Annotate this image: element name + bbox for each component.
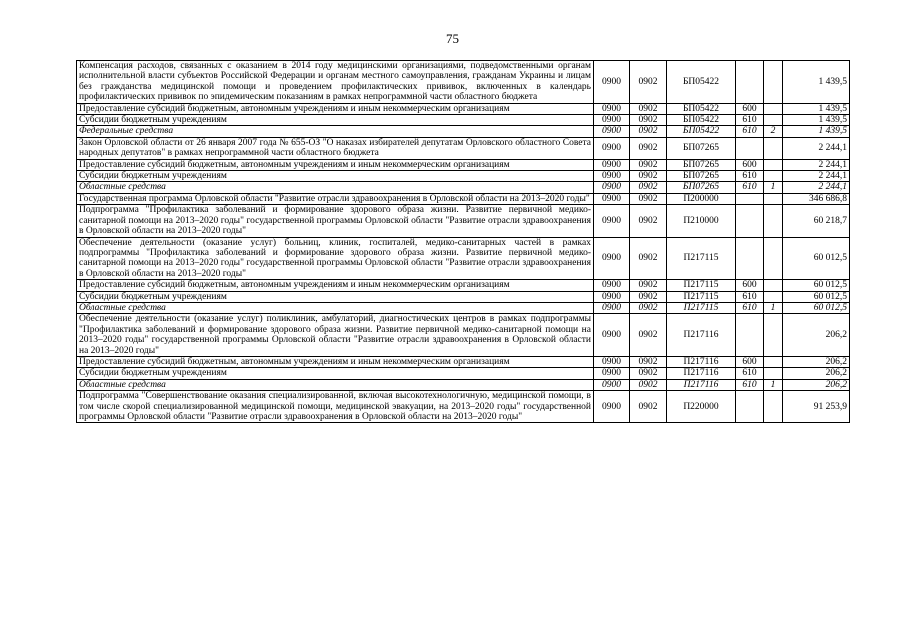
cell-expense-type: 600	[736, 103, 764, 114]
cell-expense-type	[736, 237, 764, 280]
cell-department-code: 0900	[594, 61, 630, 104]
cell-expense-type: 610	[736, 368, 764, 379]
cell-expense-type	[736, 314, 764, 357]
cell-section-code: 0902	[630, 61, 667, 104]
cell-expense-type: 610	[736, 379, 764, 390]
cell-description: Областные средства	[77, 182, 594, 193]
cell-amount: 206,2	[783, 368, 850, 379]
cell-amount: 1 439,5	[783, 61, 850, 104]
cell-amount: 206,2	[783, 314, 850, 357]
cell-target-article: БП07265	[667, 137, 736, 159]
cell-target-article: П217115	[667, 280, 736, 291]
cell-section-code: 0902	[630, 302, 667, 313]
cell-department-code: 0900	[594, 302, 630, 313]
cell-description: Государственная программа Орловской области "Развитие отрасли здравоохранения в Орловской области на 2013–2020 годы"	[77, 193, 594, 204]
cell-department-code: 0900	[594, 137, 630, 159]
cell-description: Закон Орловской области от 26 января 2007 года № 655-ОЗ "О наказах избирателей депутатам Орловского областного Совета народных депутатов" в рамках непрограммной части областного бюджета	[77, 137, 594, 159]
cell-expense-type: 610	[736, 291, 764, 302]
cell-funding-source	[764, 368, 783, 379]
cell-department-code: 0900	[594, 280, 630, 291]
cell-section-code: 0902	[630, 205, 667, 237]
cell-target-article: БП07265	[667, 182, 736, 193]
cell-section-code: 0902	[630, 182, 667, 193]
cell-funding-source	[764, 291, 783, 302]
cell-department-code: 0900	[594, 193, 630, 204]
cell-description: Субсидии бюджетным учреждениям	[77, 115, 594, 126]
table-row	[77, 237, 850, 280]
table-row	[77, 356, 850, 367]
cell-target-article: БП07265	[667, 171, 736, 182]
cell-expense-type	[736, 193, 764, 204]
table-row	[77, 205, 850, 237]
cell-target-article: БП07265	[667, 159, 736, 170]
cell-expense-type: 610	[736, 126, 764, 137]
table-row	[77, 379, 850, 390]
table-row	[77, 103, 850, 114]
cell-funding-source: 1	[764, 302, 783, 313]
cell-expense-type	[736, 205, 764, 237]
cell-department-code: 0900	[594, 126, 630, 137]
cell-description: Областные средства	[77, 379, 594, 390]
budget-table	[76, 60, 850, 423]
cell-funding-source	[764, 115, 783, 126]
cell-target-article: П217116	[667, 368, 736, 379]
cell-funding-source	[764, 103, 783, 114]
cell-funding-source	[764, 205, 783, 237]
cell-target-article: П210000	[667, 205, 736, 237]
cell-section-code: 0902	[630, 391, 667, 423]
cell-target-article: П217115	[667, 302, 736, 313]
cell-target-article: П217116	[667, 356, 736, 367]
cell-funding-source	[764, 171, 783, 182]
cell-expense-type: 600	[736, 356, 764, 367]
cell-department-code: 0900	[594, 237, 630, 280]
cell-amount: 1 439,5	[783, 126, 850, 137]
cell-funding-source	[764, 280, 783, 291]
table-row	[77, 126, 850, 137]
table-row	[77, 137, 850, 159]
cell-target-article: БП05422	[667, 103, 736, 114]
table-row	[77, 193, 850, 204]
table-row	[77, 171, 850, 182]
table-row	[77, 302, 850, 313]
cell-amount: 2 244,1	[783, 159, 850, 170]
cell-description: Федеральные средства	[77, 126, 594, 137]
cell-section-code: 0902	[630, 171, 667, 182]
cell-section-code: 0902	[630, 368, 667, 379]
cell-amount: 2 244,1	[783, 171, 850, 182]
cell-description: Субсидии бюджетным учреждениям	[77, 368, 594, 379]
table-row	[77, 159, 850, 170]
cell-expense-type: 610	[736, 171, 764, 182]
table-row	[77, 368, 850, 379]
cell-description: Обеспечение деятельности (оказание услуг) поликлиник, амбулаторий, диагностических центров в рамках подпрограммы "Профилактика заболеваний и формирование здорового образа жизни. Развитие первичной медико-санитарной помощи на 2013–2020 годы" государственной программы Орловской области "Развитие отрасли здравоохранения в Орловской области на 2013–2020 годы"	[77, 314, 594, 357]
cell-amount: 60 218,7	[783, 205, 850, 237]
cell-funding-source	[764, 314, 783, 357]
cell-section-code: 0902	[630, 237, 667, 280]
cell-description: Предоставление субсидий бюджетным, автономным учреждениям и иным некоммерческим организациям	[77, 103, 594, 114]
cell-department-code: 0900	[594, 356, 630, 367]
cell-amount: 60 012,5	[783, 302, 850, 313]
cell-description: Областные средства	[77, 302, 594, 313]
cell-department-code: 0900	[594, 171, 630, 182]
cell-department-code: 0900	[594, 205, 630, 237]
cell-section-code: 0902	[630, 103, 667, 114]
table-row	[77, 115, 850, 126]
cell-expense-type: 600	[736, 280, 764, 291]
cell-description: Обеспечение деятельности (оказание услуг) больниц, клиник, госпиталей, медико-санитарных частей в рамках подпрограммы "Профилактика заболеваний и формирование здорового образа жизни. Развитие первичной медико-санитарной помощи на 2013–2020 годы" государственной программы Орловской области "Развитие отрасли здравоохранения в Орловской области на 2013–2020 годы"	[77, 237, 594, 280]
cell-amount: 60 012,5	[783, 291, 850, 302]
cell-section-code: 0902	[630, 356, 667, 367]
table-row	[77, 280, 850, 291]
cell-description: Предоставление субсидий бюджетным, автономным учреждениям и иным некоммерческим организациям	[77, 280, 594, 291]
cell-description: Предоставление субсидий бюджетным, автономным учреждениям и иным некоммерческим организациям	[77, 356, 594, 367]
cell-department-code: 0900	[594, 379, 630, 390]
cell-amount: 1 439,5	[783, 103, 850, 114]
cell-funding-source	[764, 137, 783, 159]
cell-amount: 2 244,1	[783, 182, 850, 193]
cell-amount: 60 012,5	[783, 280, 850, 291]
cell-target-article: П217116	[667, 314, 736, 357]
cell-target-article: П200000	[667, 193, 736, 204]
cell-expense-type: 610	[736, 182, 764, 193]
cell-target-article: БП05422	[667, 61, 736, 104]
cell-funding-source	[764, 193, 783, 204]
cell-funding-source	[764, 356, 783, 367]
cell-target-article: БП05422	[667, 126, 736, 137]
cell-target-article: П217115	[667, 291, 736, 302]
cell-department-code: 0900	[594, 368, 630, 379]
cell-funding-source	[764, 391, 783, 423]
cell-expense-type: 610	[736, 302, 764, 313]
cell-section-code: 0902	[630, 280, 667, 291]
cell-expense-type	[736, 137, 764, 159]
cell-target-article: П217116	[667, 379, 736, 390]
cell-section-code: 0902	[630, 137, 667, 159]
cell-funding-source: 1	[764, 379, 783, 390]
table-row	[77, 314, 850, 357]
table-row	[77, 391, 850, 423]
cell-department-code: 0900	[594, 291, 630, 302]
cell-department-code: 0900	[594, 103, 630, 114]
cell-section-code: 0902	[630, 126, 667, 137]
cell-amount: 60 012,5	[783, 237, 850, 280]
cell-funding-source	[764, 237, 783, 280]
cell-section-code: 0902	[630, 291, 667, 302]
cell-funding-source	[764, 61, 783, 104]
cell-description: Субсидии бюджетным учреждениям	[77, 171, 594, 182]
cell-expense-type: 600	[736, 159, 764, 170]
cell-section-code: 0902	[630, 379, 667, 390]
cell-department-code: 0900	[594, 159, 630, 170]
cell-description: Компенсация расходов, связанных с оказанием в 2014 году медицинскими организациями, подведомственными органам исполнительной власти субъектов Российской Федерации и органам местного самоуправления, гражданам Украины и лицам без гражданства медицинской помощи и проведением профилактических прививок, включенных в календарь профилактических прививок по эпидемическим показаниям в рамках непрограммной части областного бюджета	[77, 61, 594, 104]
budget-table-body	[77, 61, 850, 423]
cell-expense-type	[736, 391, 764, 423]
cell-department-code: 0900	[594, 115, 630, 126]
cell-amount: 346 686,8	[783, 193, 850, 204]
cell-target-article: П217115	[667, 237, 736, 280]
cell-amount: 2 244,1	[783, 137, 850, 159]
page-number: 75	[446, 31, 459, 46]
cell-amount: 1 439,5	[783, 115, 850, 126]
cell-funding-source: 2	[764, 126, 783, 137]
cell-target-article: БП05422	[667, 115, 736, 126]
cell-section-code: 0902	[630, 314, 667, 357]
cell-funding-source	[764, 159, 783, 170]
cell-department-code: 0900	[594, 391, 630, 423]
cell-section-code: 0902	[630, 159, 667, 170]
cell-amount: 206,2	[783, 356, 850, 367]
cell-amount: 206,2	[783, 379, 850, 390]
table-row	[77, 291, 850, 302]
cell-section-code: 0902	[630, 193, 667, 204]
cell-description: Подпрограмма "Профилактика заболеваний и формирование здорового образа жизни. Развитие первичной медико-санитарной помощи на 2013–2020 годы" государственной программы Орловской области "Развитие отрасли здравоохранения в Орловской области на 2013–2020 годы"	[77, 205, 594, 237]
table-row	[77, 61, 850, 104]
cell-department-code: 0900	[594, 314, 630, 357]
cell-description: Субсидии бюджетным учреждениям	[77, 291, 594, 302]
cell-expense-type	[736, 61, 764, 104]
cell-expense-type: 610	[736, 115, 764, 126]
cell-section-code: 0902	[630, 115, 667, 126]
cell-description: Предоставление субсидий бюджетным, автономным учреждениям и иным некоммерческим организациям	[77, 159, 594, 170]
cell-target-article: П220000	[667, 391, 736, 423]
table-row	[77, 182, 850, 193]
cell-funding-source: 1	[764, 182, 783, 193]
cell-amount: 91 253,9	[783, 391, 850, 423]
cell-department-code: 0900	[594, 182, 630, 193]
cell-description: Подпрограмма "Совершенствование оказания специализированной, включая высокотехнологичную, медицинской помощи, в том числе скорой специализированной медицинской помощи, медицинской эвакуации, на 2013–2020 годы" государственной программы Орловской области "Развитие отрасли здравоохранения в Орловской области на 2013–2020 годы"	[77, 391, 594, 423]
